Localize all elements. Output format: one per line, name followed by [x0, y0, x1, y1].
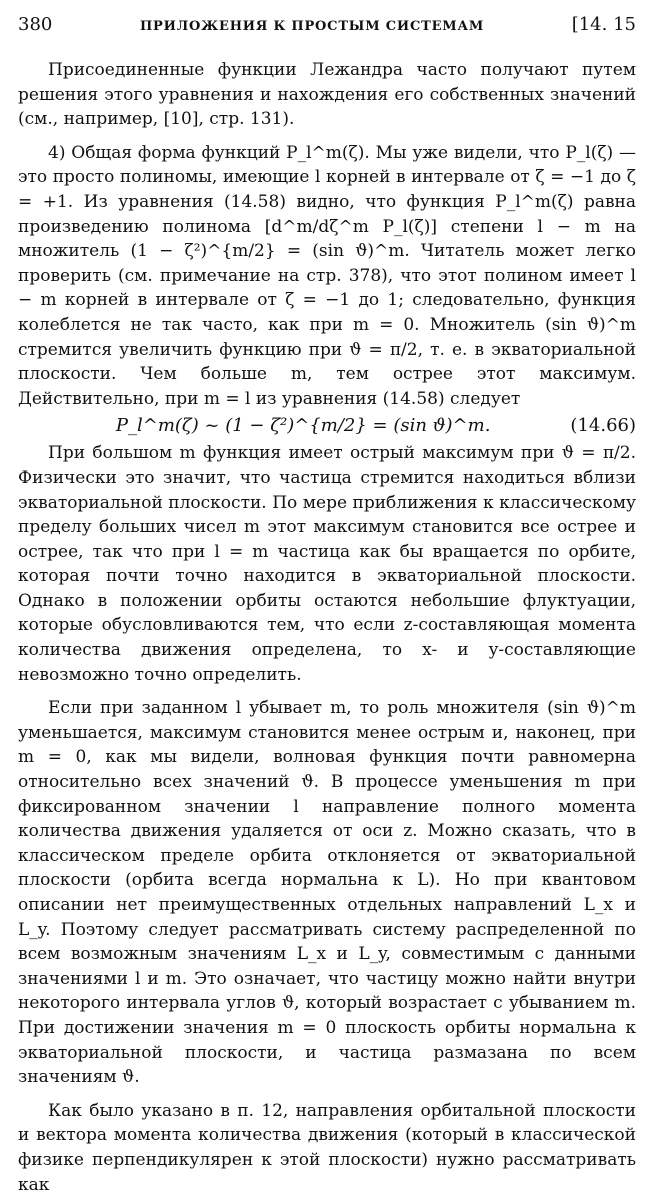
equation-expression: P_l^m(ζ) ~ (1 − ζ²)^{m/2} = (sin ϑ)^m.	[115, 415, 491, 437]
page-body	[18, 58, 636, 1197]
running-title: ПРИЛОЖЕНИЯ К ПРОСТЫМ СИСТЕМАМ	[139, 19, 485, 34]
equation-number: (14.66)	[570, 415, 636, 437]
paragraph-5: Как было указано в п. 12, направления орбитальной плоскости и вектора момента количества движения (который в классической физике перпендикулярен к этой плоскости) нужно рассматривать как	[18, 1100, 636, 1195]
page-number: 380	[18, 14, 53, 35]
running-header	[18, 14, 636, 38]
section-number: [14. 15	[571, 14, 636, 35]
paragraph-3: При большом m функция имеет острый максимум при ϑ = π/2. Физически это значит, что частица стремится находиться вблизи экваториальной плоскости. По мере приближения к классическому пределу больших чисел m этот максимум становится все острее и острее, так что при l = m частица как бы вращается по орбите, которая почти точно находится в экваториальной плоскости. Однако в положении орбиты остаются небольшие флуктуации, которые обусловливаются тем, что если z-составляющая момента количества движения определена, то x- и y-составляющие невозможно точно определить.	[18, 443, 636, 685]
paragraph-2: 4) Общая форма функций P_l^m(ζ). Мы уже видели, что P_l(ζ) — это просто полиномы, имеющие l корней в интервале от ζ = −1 до ζ = +1. Из уравнения (14.58) видно, что функция P_l^m(ζ) равна произведению полинома [d^m/dζ^m P_l(ζ)] степени l − m на множитель (1 − ζ²)^{m/2} = (sin ϑ)^m. Читатель может легко проверить (см. примечание на стр. 378), что этот полином имеет l − m корней в интервале от ζ = −1 до 1; следовательно, функция колеблется не так часто, как при m = 0. Множитель (sin ϑ)^m стремится увеличить функцию при ϑ = π/2, т. е. в экваториальной плоскости. Чем больше m, тем острее этот максимум. Действительно, при m = l из уравнения (14.58) следует	[18, 142, 636, 409]
paragraph-1: Присоединенные функции Лежандра часто получают путем решения этого уравнения и нахождения его собственных значений (см., например, [10], стр. 131).	[18, 60, 636, 130]
equation-14-66	[18, 413, 636, 439]
paragraph-4: Если при заданном l убывает m, то роль множителя (sin ϑ)^m уменьшается, максимум становится менее острым и, наконец, при m = 0, как мы видели, волновая функция почти равномерна относительно всех значений ϑ. В процессе уменьшения m при фиксированном значении l направление полного момента количества движения удаляется от оси z. Можно сказать, что в классическом пределе орбита отклоняется от экваториальной плоскости (орбита всегда нормальна к L). Но при квантовом описании нет преимущественных отдельных направлений L_x и L_y. Поэтому следует рассматривать систему распределенной по всем возможным значениям L_x и L_y, совместимым с данными значениями l и m. Это означает, что частицу можно найти внутри некоторого интервала углов ϑ, который возрастает с убыванием m. При достижении значения m = 0 плоскость орбиты нормальна к экваториальной плоскости, и частица размазана по всем значениям ϑ.	[18, 698, 636, 1088]
